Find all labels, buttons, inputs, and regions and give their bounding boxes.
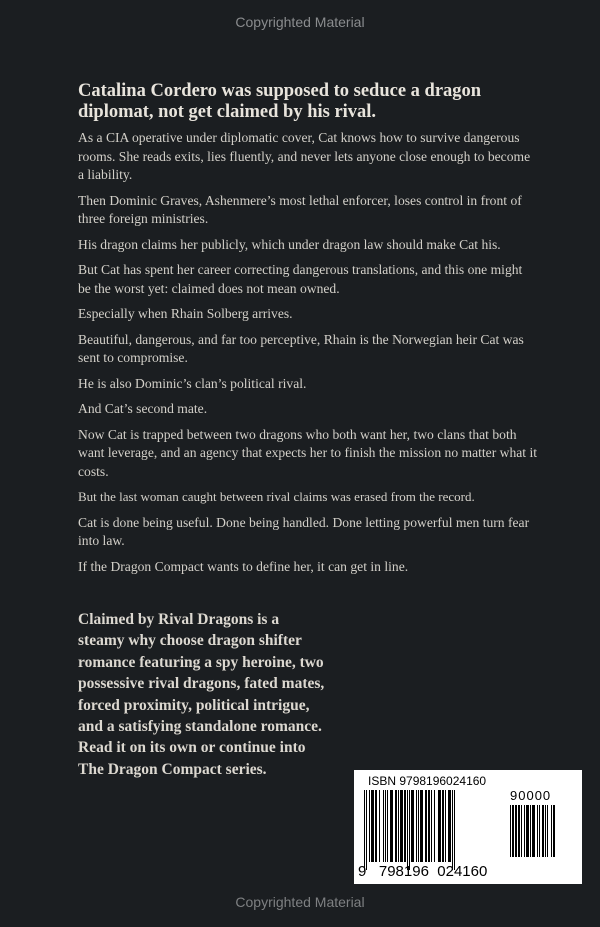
paragraph: If the Dragon Compact wants to define her, it can get in line. [78, 558, 409, 574]
paragraph: As a CIA operative under diplomatic cover, Cat knows how to survive dangerous rooms. She reads exits, lies fluently, and never lets anyone close enough to become a liability. [78, 130, 531, 182]
paragraph: But Cat has spent her career correcting dangerous translations, and this one might be the worst yet: claimed does not mean owned. [78, 262, 523, 296]
paragraph: But the last woman caught between rival claims was erased from the record. [78, 489, 475, 504]
barcode-digits-right: 024160 [437, 863, 488, 880]
paragraph: He is also Dominic’s clan’s political rival. [78, 375, 307, 391]
price-code: 90000 [510, 788, 552, 803]
paragraph: And Cat’s second mate. [78, 401, 208, 416]
isbn-label: ISBN 9798196024160 [368, 774, 487, 788]
paragraph: His dragon claims her publicly, which under dragon law should make Cat his. [78, 236, 501, 252]
paragraph: Then Dominic Graves, Ashenmere’s most lethal enforcer, loses control in front of three foreign ministries. [78, 192, 522, 226]
barcode-bars-icon [364, 790, 506, 870]
copyright-watermark-bottom: Copyrighted Material [235, 894, 365, 910]
headline: Catalina Cordero was supposed to seduce a dragon diplomat, not get claimed by his rival. [78, 81, 482, 122]
series-blurb: Claimed by Rival Dragons is a steamy why choose dragon shifter romance featuring a spy heroine, two possessive rival dragons, fated mates, forced proximity, political intrigue, and a satisfying standalone romance. Read it on its own or continue into The Dragon Compact series. [78, 611, 325, 778]
barcode-digits [358, 863, 487, 880]
addon-barcode-bars-icon [510, 805, 570, 870]
barcode-digits-left: 798196 [378, 863, 429, 880]
paragraph: Especially when Rhain Solberg arrives. [78, 306, 293, 321]
barcode-digit-first: 9 [358, 863, 367, 880]
copyright-watermark-top: Copyrighted Material [235, 14, 365, 30]
paragraph: Now Cat is trapped between two dragons who both want her, two clans that both want leverage, and an agency that expects her to finish the mission no matter what it costs. [78, 426, 538, 479]
back-cover-copy [78, 81, 538, 583]
paragraph: Beautiful, dangerous, and far too perceptive, Rhain is the Norwegian heir Cat was sent to compromise. [78, 331, 524, 365]
isbn-barcode [354, 770, 582, 884]
paragraph: Cat is done being useful. Done being handled. Done letting powerful men turn fear into law. [78, 514, 530, 548]
